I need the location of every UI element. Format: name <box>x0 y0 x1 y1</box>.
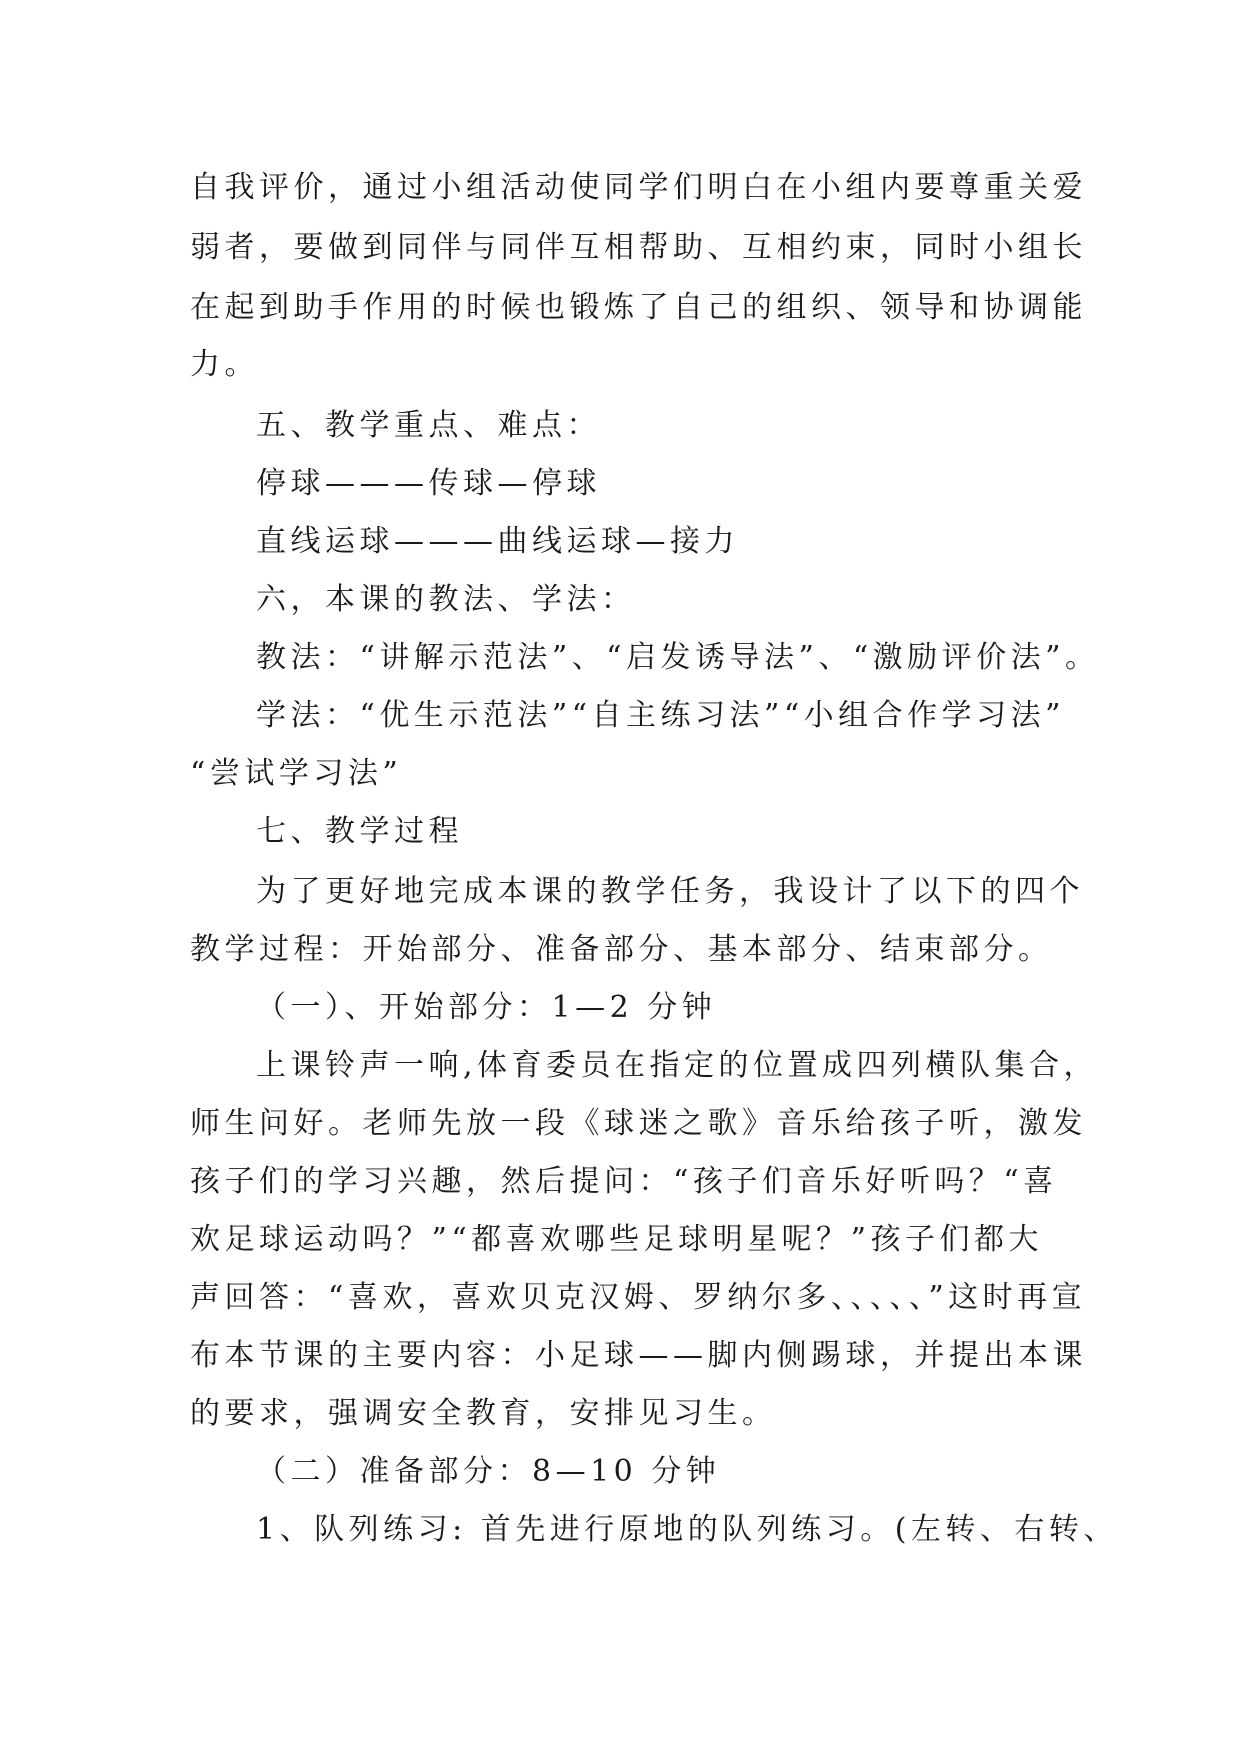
paragraph-line: 在起到助手作用的时候也锻炼了自己的组织、领导和协调能 <box>190 290 1087 325</box>
paragraph-line: 教学过程：开始部分、准备部分、基本部分、结束部分。 <box>190 932 1053 967</box>
paragraph-line: 直线运球———曲线运球—接力 <box>256 524 739 559</box>
paragraph-line: 上课铃声一响,体育委员在指定的位置成四列横队集合， <box>256 1048 1099 1083</box>
paragraph-line: 的要求，强调安全教育，安排见习生。 <box>190 1396 777 1431</box>
paragraph-line: 教法：“讲解示范法”、“启发诱导法”、“激励评价法”。 <box>256 640 1100 675</box>
subsection-heading: （二）准备部分：8—10 分钟 <box>256 1454 721 1489</box>
paragraph-line: 师生问好。老师先放一段《球迷之歌》音乐给孩子听，激发 <box>190 1106 1087 1141</box>
paragraph-line: “尝试学习法” <box>190 756 403 791</box>
section-heading: 六，本课的教法、学法： <box>256 582 636 617</box>
paragraph-line: 为了更好地完成本课的教学任务，我设计了以下的四个 <box>256 874 1084 909</box>
subsection-heading: （一）、开始部分：1—2 分钟 <box>256 990 717 1025</box>
paragraph-line: 力。 <box>190 347 259 382</box>
paragraph-line: 1、队列练习: 首先进行原地的队列练习。(左转、右转、 <box>256 1512 1118 1547</box>
section-heading: 五、教学重点、难点： <box>256 408 601 443</box>
paragraph-line: 欢足球运动吗？”“都喜欢哪些足球明星呢？”孩子们都大 <box>190 1222 1044 1257</box>
paragraph-line: 自我评价，通过小组活动使同学们明白在小组内要尊重关爱 <box>190 170 1087 205</box>
paragraph-line: 孩子们的学习兴趣，然后提问：“孩子们音乐好听吗？“喜 <box>190 1164 1058 1199</box>
section-heading: 七、教学过程 <box>256 814 463 849</box>
paragraph-line: 学法：“优生示范法”“自主练习法”“小组合作学习法” <box>256 698 1066 733</box>
paragraph-line: 声回答：“喜欢，喜欢贝克汉姆、罗纳尔多、、、、、”这时再宣 <box>190 1280 1087 1315</box>
paragraph-line: 停球———传球—停球 <box>256 466 601 501</box>
paragraph-line: 弱者，要做到同伴与同伴互相帮助、互相约束，同时小组长 <box>190 230 1087 265</box>
paragraph-line: 布本节课的主要内容：小足球——脚内侧踢球，并提出本课 <box>190 1338 1087 1373</box>
